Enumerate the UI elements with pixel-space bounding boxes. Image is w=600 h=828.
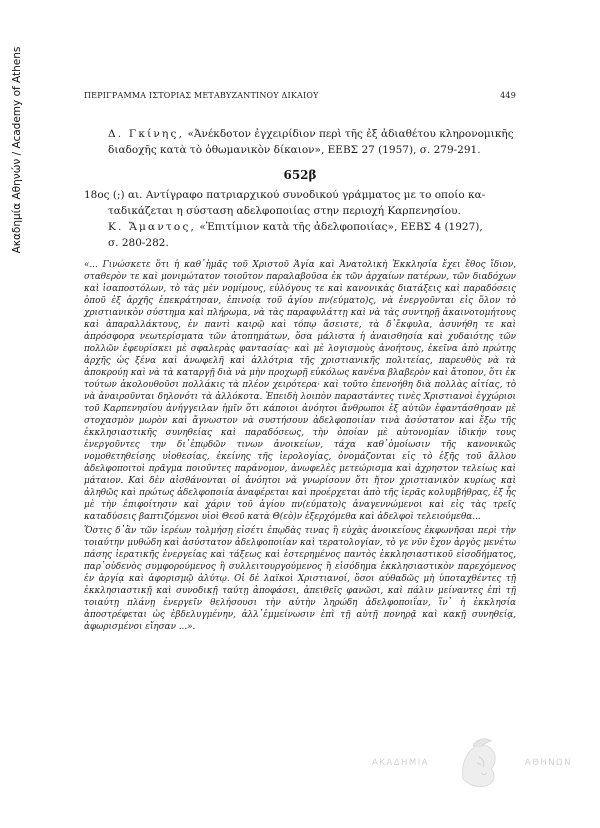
quotation-paragraph-2: Ὅστις δ᾽ἂν τῶν ἱερέων τολμήσῃ εἰσέτι ἐπῳδὰς τινας ἢ εὐχὰς ἀνοικείους ἐκφωνῆσαι περὶ τὴν τοιαύτην μυθώδη καὶ ἀσύστατον ἀδελφοποιίαν καὶ τερατολογίαν, τὸ γε νῦν ἔχον ἀργὸς μενέτω πάσης ἱερατικῆς ἐνεργείας καὶ τάξεως καὶ ἐστερημένος παντὸς ἐκκλησιαστικοῦ εἰσοδήματος, παρ᾽οὐδενὸς συμφορούμενος ἢ συλλειτουργούμενος ἢ εἰσόδημα ἐκκλησιαστικὸν παρεχόμενος ἐν ἀργίᾳ καὶ ἀφορισμῷ ἀλύτῳ. Οἱ δὲ λαϊκοὶ Χριστιανοί, ὅσοι αὐθαδῶς μὴ ὑποταχθέντες τῇ ἐκκλησιαστικῇ καὶ συνοδικῇ ταύτῃ ἀποφάσει, ἀπειθεῖς φανῶσι, καὶ πάλιν μείναντες ἐπὶ τῇ τοιαύτῃ πλάνῃ ἐνεργεῖν θελήσουσι τὴν αὐτὴν ληρώδη ἀδελφοποιΐαν, ἵν᾽ ἡ ἐκκλησία ἀποστρέφεται ὡς ἐβδελυγμένην, ἀλλ᾽ἐμμείνωσιν ἐπὶ τῇ αὐτῇ πονηρᾷ καὶ κακῇ συνηθείᾳ, ἀφωρισμένοι εἴησαν ...». <box>84 526 516 632</box>
quotation <box>84 259 516 633</box>
running-title: ΠΕΡΙΓΡΑΜΜΑ ΙΣΤΟΡΙΑΣ ΜΕΤΑΒΥΖΑΝΤΙΝΟΥ ΔΙΚΑΙΟΥ <box>84 91 319 100</box>
entry-description-part1: Αντίγραφο πατριαρχικού συνοδικού γράμματος με το οποίο κα- <box>142 189 486 201</box>
running-header <box>84 91 516 100</box>
page-body <box>84 126 516 635</box>
page-number: 449 <box>500 91 516 100</box>
entry-reference <box>84 219 516 235</box>
reference-author: Δ. Γκίνης, <box>108 128 185 140</box>
reference-title-part2: διαδοχῆς κατὰ τὸ ὀθωμανικὸν δίκαιον», ΕΕΒΣ 27 (1957), σ. 279-291. <box>108 144 481 156</box>
athena-head-icon <box>451 733 503 793</box>
side-stamp <box>10 20 24 280</box>
entry-reference-title: «Ἐπιτίμιον κατὰ τῆς ἀδελφοποιίας», ΕΕΒΣ 4 (1927), <box>196 221 483 233</box>
entry <box>84 187 516 251</box>
entry-line1 <box>84 187 516 203</box>
side-stamp-text: Ακαδημία Αθηνών / Academy of Athens <box>11 46 23 254</box>
entry-date: 18ος (;) αι. <box>84 189 143 201</box>
entry-description-part2: ταδικάζεται η σύσταση αδελφοποιίας στην περιοχή Καρπενησίου. <box>108 205 461 217</box>
entry-reference-author: Κ. Ἄμαντος, <box>108 221 197 233</box>
reference-title-part1: «Ἀνέκδοτον ἐγχειρίδιον περὶ τῆς ἐξ ἀδιαθέτου κληρονομικῆς <box>184 128 514 140</box>
academy-watermark <box>372 733 572 793</box>
watermark-right-text: ΑΘΗΝΩΝ <box>524 758 572 768</box>
reference-line <box>108 126 516 142</box>
watermark-left-text: ΑΚΑΔΗΜΙΑ <box>372 758 430 768</box>
quotation-paragraph-1: «... Γινώσκετε ὅτι ἡ καθ᾽ἡμᾶς τοῦ Χριστοῦ Ἁγία καὶ Ἀνατολικὴ Ἐκκλησία ἔχει ἔθος ἴδιον, σταθερὸν τε καὶ μονιμώτατον τοιοῦτον παραλαβοῦσα ἐκ τῶν ἀρχαίων πατέρων, τῶν διαδόχων καὶ ἰσαποστόλων, τὸ τὰς μὲν νομίμους, εὐλόγους τε καὶ κανονικὰς διατάξεις καὶ παραδόσεις ὁποῦ ἐξ ἀρχῆς ἐπεκράτησαν, ἐπινοίᾳ τοῦ ἁγίου πν(εύματο)ς, νὰ ἐνεργοῦνται εἰς ὅλον τὸ χριστιανικὸν σύστημα καὶ πλήρωμα, νὰ τὰς παραφυλάττῃ καὶ νὰ τὰς συντηρῇ ἀκαινοτομήτους καὶ ἀπαραλλάκτους, ἐν παντὶ καιρῷ καὶ τόπῳ ἄσειστε, τὰ δ᾽ἔκφυλα, ἀσυνήθη τε καὶ ἀπρόσφορα νεωτερίσματα τῶν ἀτοπημάτων, ὅσα μάλιστα ἡ ἀναισθησία καὶ χυδαιότης τῶν πολλῶν ἐφευρίσκει μὲ σφαλερὰς φαντασίας· καὶ μὲ λογισμοὺς ἀνοήτους, ἐκεῖνα ἀπὸ πρώτης ἀρχῆς ὡς ξένα καὶ ἀνωφελῆ καὶ ἀλλότρια τῆς χριστιανικῆς πολιτείας, παρευθὺς νὰ τὰ ἀποκρούῃ καὶ νὰ τὰ καταργῇ διὰ νὰ μὴν προχωρῇ εὐκόλως κανένα βλαβερὸν καὶ ἄτοπον, ὅτι ἐκ τούτων ἀκολουθοῦσι πολλάκις τὰ πλέον χειρότερα· καὶ τοῦτο ἐπενοήθη διὰ πολλὰς αἰτίας, τὸ νὰ ἀναιροῦνται δηλονότι τὰ ἀλλόκοτα. Ἐπειδὴ λοιπὸν παραστάντες τινὲς Χριστιανοὶ ἐγχώριοι τοῦ Καρπενησίου ἀνήγγειλαν ἡμῖν ὅτι κάποιοι ἀνόητοι ἄνθρωποι ἐξ αὐτῶν ἐφαντάσθησαν μὲ στοχασμὸν μωρὸν καὶ ἄγνωστον νὰ συστήσουν ἀδελφοποιίαν τινὰ ἀσύστατον καὶ ἔξω τῆς ἐκκλησιαστικῆς συνηθείας καὶ παραδόσεως, τὴν ὁποίαν μὲ αὐτονομίαν ἰδικήν τους ἐνεργοῦντες την δι᾽ἐπῳδῶν τινων ἀνοικείων, τάχα καθ᾽ὁμοίωσιν τῆς κανονικῶς νομοθετηθείσης υἱοθεσίας, ἐκείνης τῆς ἱερολογίας, ὀνομάζονται εἰς τὸ ἑξῆς τοῦ ἄλλου ἀδελφοποιτοὶ πρᾶγμα ποιοῦντες παράνομον, ἀνωφελὲς μετεώρισμα καὶ ἀχρηστον τελείως καὶ μάταιον. Καὶ δὲν αἰσθάνονται οἱ ἀνόητοι νὰ γνωρίσουν ὅτι ἤτον χριστιανικὸν κυρίως καὶ ἀληθῶς καὶ πρώτως ἀδελφοποιία ἀναφέρεται καὶ προέρχεται ἀπὸ τῆς ἱερᾶς κολυμβήθρας, ἐξ ἧς μὲ τὴν ἐπιφοίτησιν καὶ χάριν τοῦ ἁγίου πν(εύματο)ς ἀναγεννώμενοι καὶ εἰς τὰς τρεῖς καταδύσεις βαπτιζόμενοι υἱοὶ Θεοῦ κατὰ Θ(εὸ)ν ἐξερχόμεθα καὶ ἀδελφοὶ τελειούμεθα... <box>84 260 516 522</box>
entry-reference-pages: σ. 280-282. <box>108 237 169 249</box>
section-number: 652β <box>283 168 317 182</box>
reference-gkinis <box>84 126 516 158</box>
